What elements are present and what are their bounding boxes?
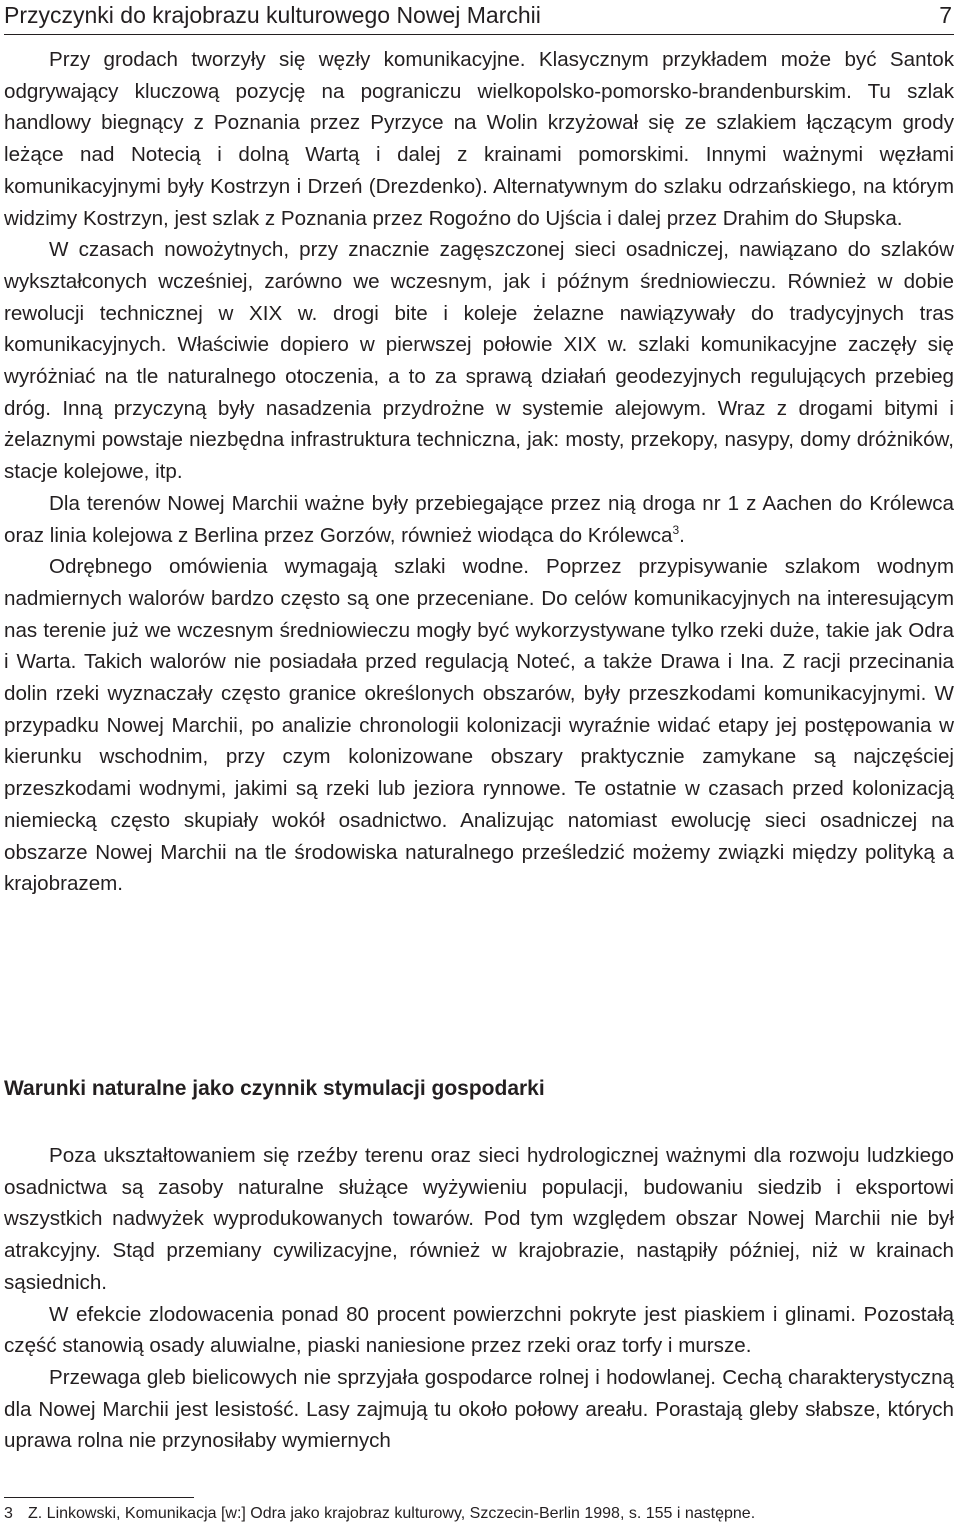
paragraph-text: W efekcie zlodowacenia ponad 80 procent powierzchni pokryte jest piaskiem i glinami. Pozostałą część stanowią osady aluwialne, piaski naniesione przez rzeki oraz torfy i mursze. xyxy=(4,1302,954,1358)
paragraph xyxy=(4,1299,954,1362)
section-2-body xyxy=(4,1140,954,1457)
paragraph xyxy=(4,1362,954,1457)
running-title: Przyczynki do krajobrazu kulturowego Nowej Marchii xyxy=(4,2,541,28)
paragraph xyxy=(4,234,954,488)
page-number: 7 xyxy=(939,2,952,28)
paragraph xyxy=(4,488,954,551)
section-heading: Warunki naturalne jako czynnik stymulacji gospodarki xyxy=(4,1077,545,1100)
paragraph xyxy=(4,44,954,234)
paragraph xyxy=(4,551,954,900)
paragraph xyxy=(4,1140,954,1299)
paragraph-text: Dla terenów Nowej Marchii ważne były przebiegające przez nią droga nr 1 z Aachen do Królewca oraz linia kolejowa z Berlina przez Gorzów, również wiodąca do Królewca xyxy=(4,491,954,547)
paragraph-text: Poza ukształtowaniem się rzeźby terenu oraz sieci hydrologicznej ważnymi dla rozwoju ludzkiego osadnictwa są zasoby naturalne służące wyżywieniu populacji, budowaniu siedzib i eksportowi wszystkich nadwyżek wyprodukowanych towarów. Pod tym względem obszar Nowej Marchii nie był atrakcyjny. Stąd przemiany cywilizacyjne, również w krajobrazie, nastąpiły później, niż w krainach sąsiednich. xyxy=(4,1144,954,1294)
footnote-reference[interactable]: 3 xyxy=(672,522,680,537)
paragraph-text: W czasach nowożytnych, przy znacznie zagęszczonej sieci osadniczej, nawiązano do szlaków wykształconych wcześniej, zarówno we wczesnym, jak i późnym średniowieczu. Również w dobie rewolucji technicznej w XIX w. drogi bite i koleje żelazne nawiązywały do tradycyjnych tras komunikacyjnych. Właściwie dopiero w pierwszej połowie XIX w. szlaki komunikacyjne zaczęły się wyróżniać na tle naturalnego otoczenia, a to za sprawą działań geodezyjnych regulujących przebieg dróg. Inną przyczyną były nasadzenia przydrożne w systemie alejowym. Wraz z drogami bitymi i żelaznymi powstaje niezbędna infrastruktura techniczna, jak: mosty, przekopy, nasypy, domy dróżników, stacje kolejowe, itp. xyxy=(4,238,954,484)
footnote xyxy=(4,1502,956,1526)
footnote-text: Z. Linkowski, Komunikacja [w:] Odra jako krajobraz kulturowy, Szczecin-Berlin 1998, s. 155 i następne. xyxy=(28,1505,756,1522)
paragraph-text: Przewaga gleb bielicowych nie sprzyjała gospodarce rolnej i hodowlanej. Cechą charakterystyczną dla Nowej Marchii jest lesistość. Lasy zajmują tu około połowy areału. Porastają gleby słabsze, których uprawa rolna nie przynosiłaby wymiernych xyxy=(4,1365,954,1453)
paragraph-text: Przy grodach tworzyły się węzły komunikacyjne. Klasycznym przykładem może być Santok odgrywający kluczową pozycję na pograniczu wielkopolsko-pomorsko-brandenburskim. Tu szlak handlowy biegnący z Poznania przez Pyrzyce na Wolin krzyżował się ze szlakiem łączącym grody leżące nad Notecią i dolną Wartą i dalej z krainami pomorskimi. Innymi ważnymi węzłami komunikacyjnymi były Kostrzyn i Drzeń (Drezdenko). Alternatywnym do szlaku odrzańskiego, na którym widzimy Kostrzyn, jest szlak z Poznania przez Rogoźno do Ujścia i dalej przez Drahim do Słupska. xyxy=(4,48,954,230)
paragraph-text: Odrębnego omówienia wymagają szlaki wodne. Poprzez przypisywanie szlakom wodnym nadmiernych walorów bardzo często są one przeceniane. Do celów komunikacyjnych na interesującym nas terenie już we wczesnym średniowieczu mogły być wykorzystywane tylko rzeki duże, takie jak Odra i Warta. Takich walorów nie posiadała przed regulacją Noteć, a także Drawa i Ina. Z racji przecinania dolin rzeki wyznaczały często granice określonych obszarów, były przeszkodami komunikacyjnymi. W przypadku Nowej Marchii, po analizie chronologii kolonizacji wyraźnie widać etapy jej postępowania w kierunku wschodnim, przy czym kolonizowane obszary praktycznie zamykane są najczęściej przeszkodami wodnymi, jakimi są rzeki lub jeziora rynnowe. Te ostatnie w czasach przed kolonizacją niemiecką często skupiały wokół osadnictwo. Analizując natomiast ewolucję sieci osadniczej na obszarze Nowej Marchii na tle środowiska naturalnego prześledzić możemy związki między polityką a krajobrazem. xyxy=(4,555,954,896)
paragraph-text-end: . xyxy=(679,523,685,547)
footnote-divider xyxy=(4,1497,194,1498)
running-header xyxy=(4,0,954,35)
section-1-body xyxy=(4,44,954,900)
footnote-number: 3 xyxy=(4,1505,13,1522)
